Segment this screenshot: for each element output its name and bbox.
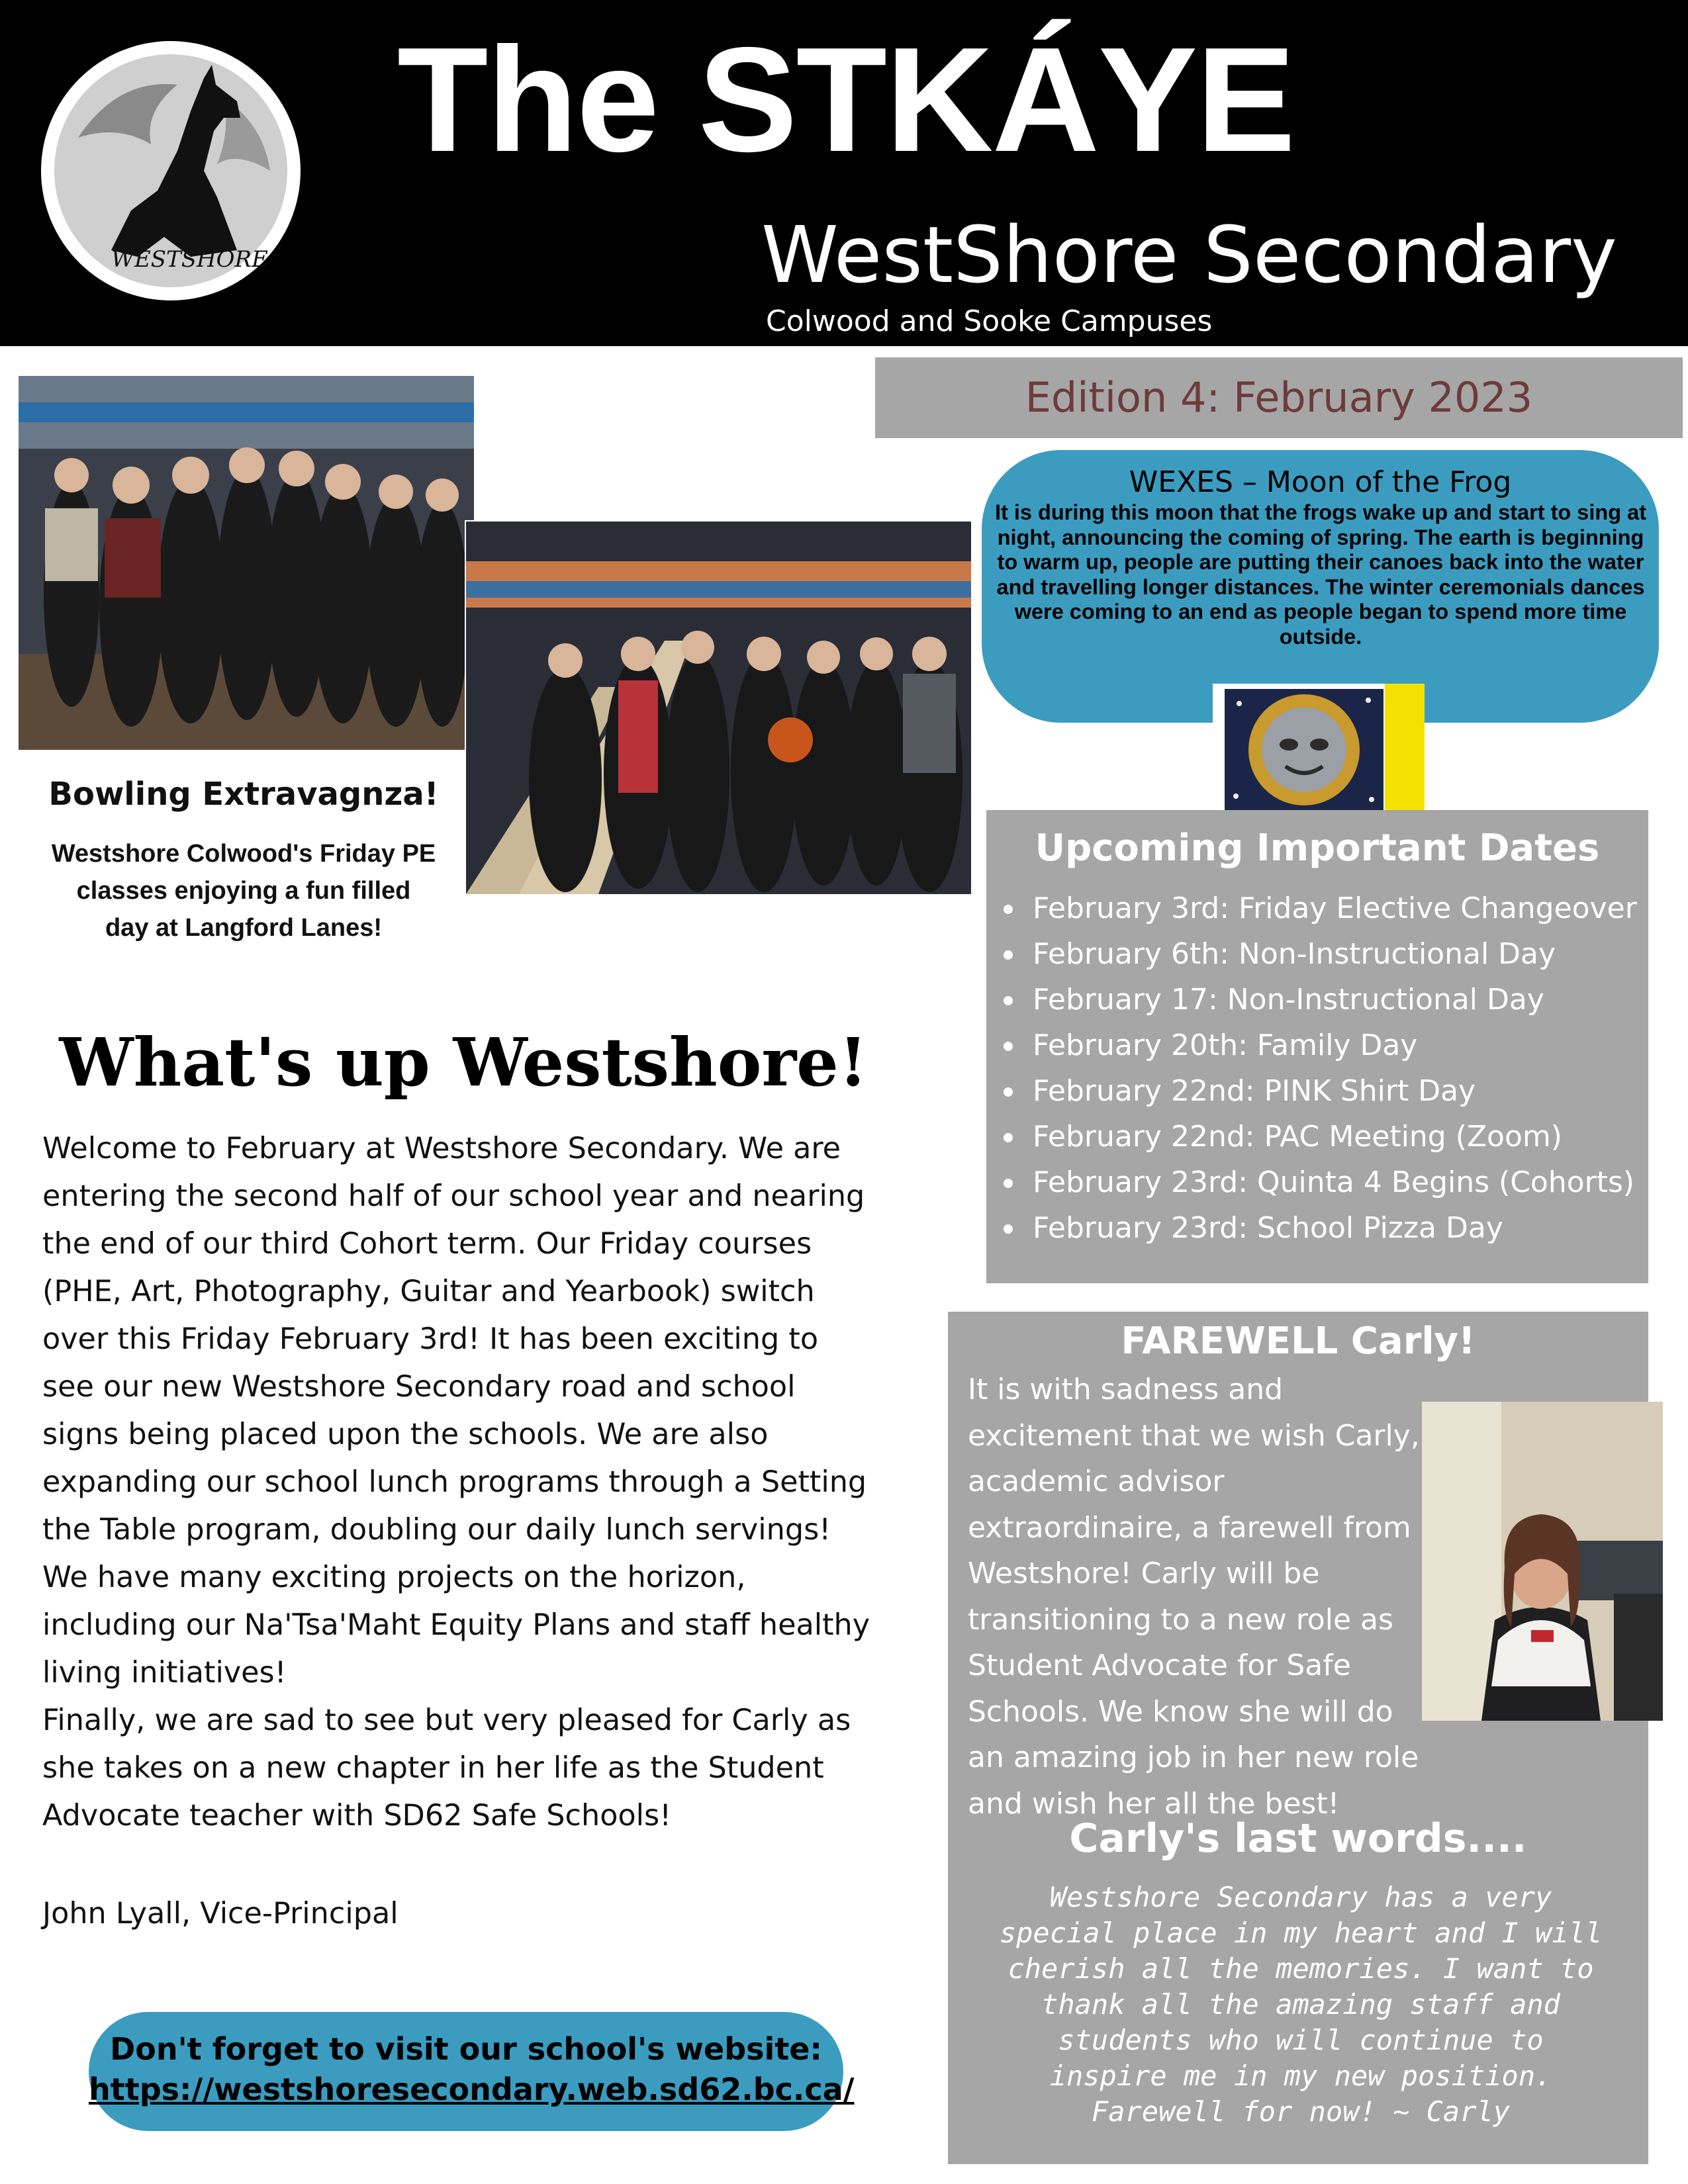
- last-words-title: Carly's last words....: [1069, 1815, 1527, 1862]
- article-heading: What's up Westshore!: [59, 1023, 868, 1101]
- campuses-subtitle: Colwood and Sooke Campuses: [766, 304, 1213, 338]
- dates-list: [1000, 886, 1648, 1251]
- date-item: February 20th: Family Day: [1000, 1023, 1648, 1068]
- article-paragraph: Welcome to February at Westshore Secondary. We are entering the second half of our school year and nearing the end of our third Cohort term. Our Friday courses (PHE, Art, Photography, Guitar and Yearbook) switch over this Friday February 3rd! It has been exciting to see our new Westshore Secondary road and school signs being placed upon the schools. We are also expanding our school lunch programs through a Setting the Table program, doubling our daily lunch servings!: [42, 1132, 867, 1547]
- date-item: February 3rd: Friday Elective Changeover: [1000, 886, 1648, 931]
- moon-artwork-image: [1213, 684, 1425, 816]
- moon-description: It is during this moon that the frogs wake up and start to sing at night, announcing the coming of spring. The earth is beginning to warm up, people are putting their canoes back into the water and travelling longer distances. The winter ceremonials dances were coming to an end as people began to spend more time outside.: [994, 500, 1647, 649]
- bowling-photo-2: [465, 520, 972, 895]
- website-link[interactable]: https://westshoresecondary.web.sd62.bc.ca/: [89, 2071, 855, 2107]
- article-body: [42, 1125, 876, 1840]
- article-paragraph: We have many exciting projects on the horizon, including our Na'Tsa'Maht Equity Plans and staff healthy living initiatives!: [42, 1561, 870, 1690]
- article-signature: John Lyall, Vice-Principal: [42, 1897, 399, 1931]
- bowling-caption: Westshore Colwood's Friday PE classes enjoying a fun filled day at Langford Lanes!: [51, 840, 436, 942]
- moon-title: WEXES – Moon of the Frog: [1129, 465, 1512, 499]
- date-item: February 23rd: School Pizza Day: [1000, 1205, 1648, 1251]
- date-item: February 6th: Non-Instructional Day: [1000, 931, 1648, 977]
- last-words-text: Westshore Secondary has a very special place in my heart and I will cherish all the memories. I want to thank all the amazing staff and students who will continue to inspire me in my new position. Farewell for now! ~ Carly: [999, 1881, 1603, 2128]
- website-label: Don't forget to visit our school's website:: [110, 2031, 822, 2067]
- edition-banner: Edition 4: February 2023: [875, 357, 1683, 438]
- dates-title: Upcoming Important Dates: [1035, 827, 1600, 870]
- date-item: February 17: Non-Instructional Day: [1000, 977, 1648, 1023]
- farewell-title: FAREWELL Carly!: [1121, 1320, 1476, 1363]
- school-name: WestShore Secondary: [761, 209, 1617, 300]
- bowling-photo-1: [19, 376, 474, 750]
- carly-photo: [1422, 1402, 1663, 1721]
- article-paragraph: Finally, we are sad to see but very pleased for Carly as she takes on a new chapter in her life as the Student Advocate teacher with SD62 Safe Schools!: [42, 1704, 851, 1833]
- farewell-text: It is with sadness and excitement that we wish Carly, academic advisor extraordinaire, a farewell from Westshore! Carly will be transitioning to a new role as Student Advocate for Safe Schools. We know she will do an amazing job in her new role and wish her all the best!: [968, 1373, 1420, 1821]
- date-item: February 22nd: PAC Meeting (Zoom): [1000, 1114, 1648, 1160]
- bowling-title: Bowling Extravagnza!: [48, 776, 439, 813]
- logo-text-svg: WESTSHORE: [111, 246, 268, 273]
- date-item: February 22nd: PINK Shirt Day: [1000, 1068, 1648, 1114]
- school-logo: [38, 38, 303, 303]
- newsletter-title: The STKÁYE: [397, 16, 1295, 183]
- date-item: February 23rd: Quinta 4 Begins (Cohorts): [1000, 1160, 1648, 1205]
